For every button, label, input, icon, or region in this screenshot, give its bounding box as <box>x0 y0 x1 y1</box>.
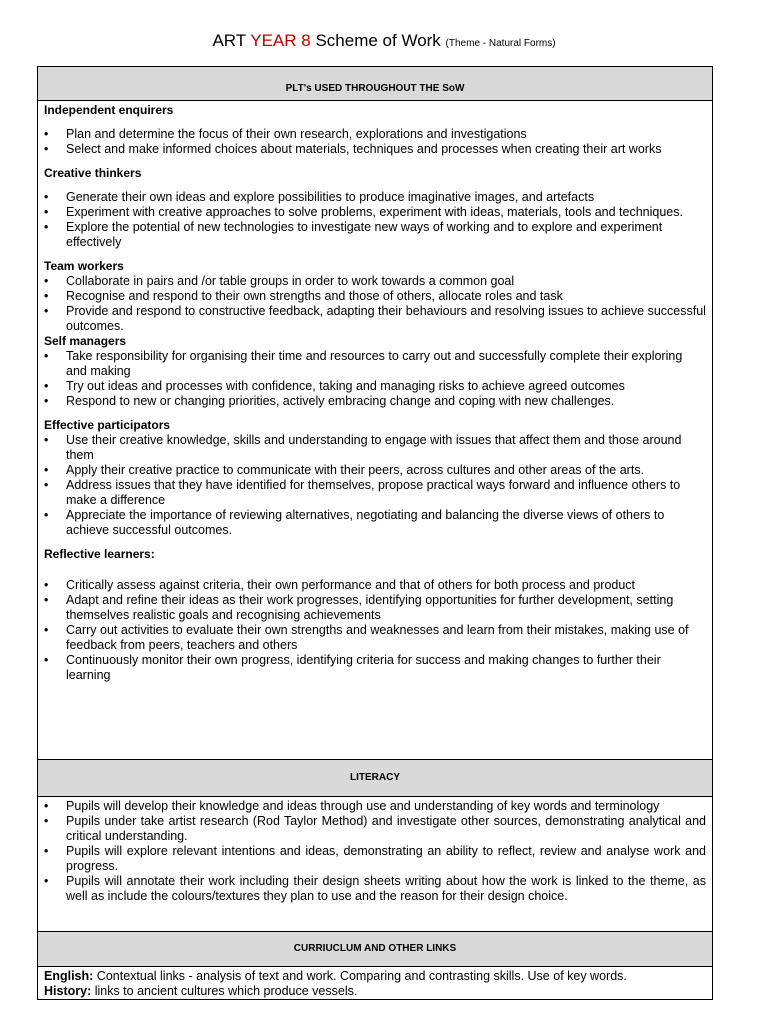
plt-list <box>44 433 706 538</box>
list-item: • Take responsibility for organising their time and resources to carry out and successfully complete their exploring and making <box>44 349 706 379</box>
title-theme: (Theme - Natural Forms) <box>445 38 556 49</box>
list-item: • Plan and determine the focus of their own research, explorations and investigations <box>44 127 706 142</box>
literacy-section-header: LITERACY <box>38 759 712 797</box>
list-item: • Generate their own ideas and explore possibilities to produce imaginative images, and artefacts <box>44 190 706 205</box>
scheme-table <box>37 66 713 1000</box>
plt-section-header: PLT's USED THROUGHOUT THE SoW <box>38 67 712 101</box>
list-item: • Pupils under take artist research (Rod Taylor Method) and investigate other sources, demonstrating analytical and critical understanding. <box>44 814 706 844</box>
link-label: History: <box>44 984 92 998</box>
list-item: • Carry out activities to evaluate their own strengths and weaknesses and learn from their mistakes, making use of feedback from peers, teachers and others <box>44 623 706 653</box>
list-item: • Apply their creative practice to communicate with their peers, across cultures and other areas of the arts. <box>44 463 706 478</box>
list-item: • Explore the potential of new technologies to investigate new ways of working and to explore and experiment effectively <box>44 220 706 250</box>
list-item: • Critically assess against criteria, their own performance and that of others for both process and product <box>44 578 706 593</box>
list-item: • Use their creative knowledge, skills and understanding to engage with issues that affect them and those around them <box>44 433 706 463</box>
plt-section <box>38 101 712 759</box>
plt-group-self-managers <box>44 334 706 409</box>
curriculum-section <box>38 967 712 999</box>
curriculum-section-header: CURRIUCLUM AND OTHER LINKS <box>38 931 712 967</box>
title-art: ART <box>212 31 246 50</box>
plt-heading: Effective participators <box>44 418 171 432</box>
plt-heading: Reflective learners: <box>44 547 155 561</box>
list-item: • Experiment with creative approaches to solve problems, experiment with ideas, materials, tools and techniques. <box>44 205 706 220</box>
list-item: • Pupils will annotate their work including their design sheets writing about how the work is linked to the theme, as well as include the colours/textures they plan to use and the reason for their design choice. <box>44 874 706 904</box>
list-item: • Appreciate the importance of reviewing alternatives, negotiating and balancing the diverse views of others to achieve successful outcomes. <box>44 508 706 538</box>
plt-list <box>44 349 706 409</box>
title-year: YEAR 8 <box>250 31 311 50</box>
plt-heading: Team workers <box>44 259 124 273</box>
plt-list <box>44 274 706 334</box>
list-item: • Continuously monitor their own progress, identifying criteria for success and making changes to further their learning <box>44 653 706 683</box>
link-text: Contextual links - analysis of text and work. Comparing and contrasting skills. Use of key words. <box>93 969 627 983</box>
list-item: • Adapt and refine their ideas as their work progresses, identifying opportunities for further development, setting themselves realistic goals and recognising achievements <box>44 593 706 623</box>
link-text: links to ancient cultures which produce vessels. <box>91 984 358 998</box>
plt-group-independent-enquirers <box>44 103 706 157</box>
plt-heading: Self managers <box>44 334 127 348</box>
title-scheme: Scheme of Work <box>315 31 441 50</box>
plt-list <box>44 578 706 683</box>
list-item: • Select and make informed choices about materials, techniques and processes when creating their art works <box>44 142 706 157</box>
list-item: • Try out ideas and processes with confidence, taking and managing risks to achieve agreed outcomes <box>44 379 706 394</box>
plt-group-reflective-learners <box>44 547 706 683</box>
page-title <box>0 30 768 55</box>
list-item: • Address issues that they have identified for themselves, propose practical ways forward and influence others to make a difference <box>44 478 706 508</box>
list-item: • Provide and respond to constructive feedback, adapting their behaviours and resolving issues to achieve successful outcomes. <box>44 304 706 334</box>
plt-heading: Independent enquirers <box>44 103 174 117</box>
curriculum-link-english <box>44 969 706 984</box>
plt-group-effective-participators <box>44 418 706 538</box>
literacy-section <box>38 797 712 931</box>
plt-list <box>44 190 706 250</box>
list-item: • Pupils will develop their knowledge and ideas through use and understanding of key words and terminology <box>44 799 706 814</box>
list-item: • Respond to new or changing priorities, actively embracing change and coping with new challenges. <box>44 394 706 409</box>
plt-group-team-workers <box>44 259 706 334</box>
plt-group-creative-thinkers <box>44 166 706 250</box>
curriculum-link-history <box>44 984 706 999</box>
literacy-list <box>44 799 706 904</box>
list-item: • Recognise and respond to their own strengths and those of others, allocate roles and task <box>44 289 706 304</box>
list-item: • Pupils will explore relevant intentions and ideas, demonstrating an ability to reflect, review and analyse work and progress. <box>44 844 706 874</box>
plt-list <box>44 127 706 157</box>
plt-heading: Creative thinkers <box>44 166 142 180</box>
link-label: English: <box>44 969 94 983</box>
list-item: • Collaborate in pairs and /or table groups in order to work towards a common goal <box>44 274 706 289</box>
